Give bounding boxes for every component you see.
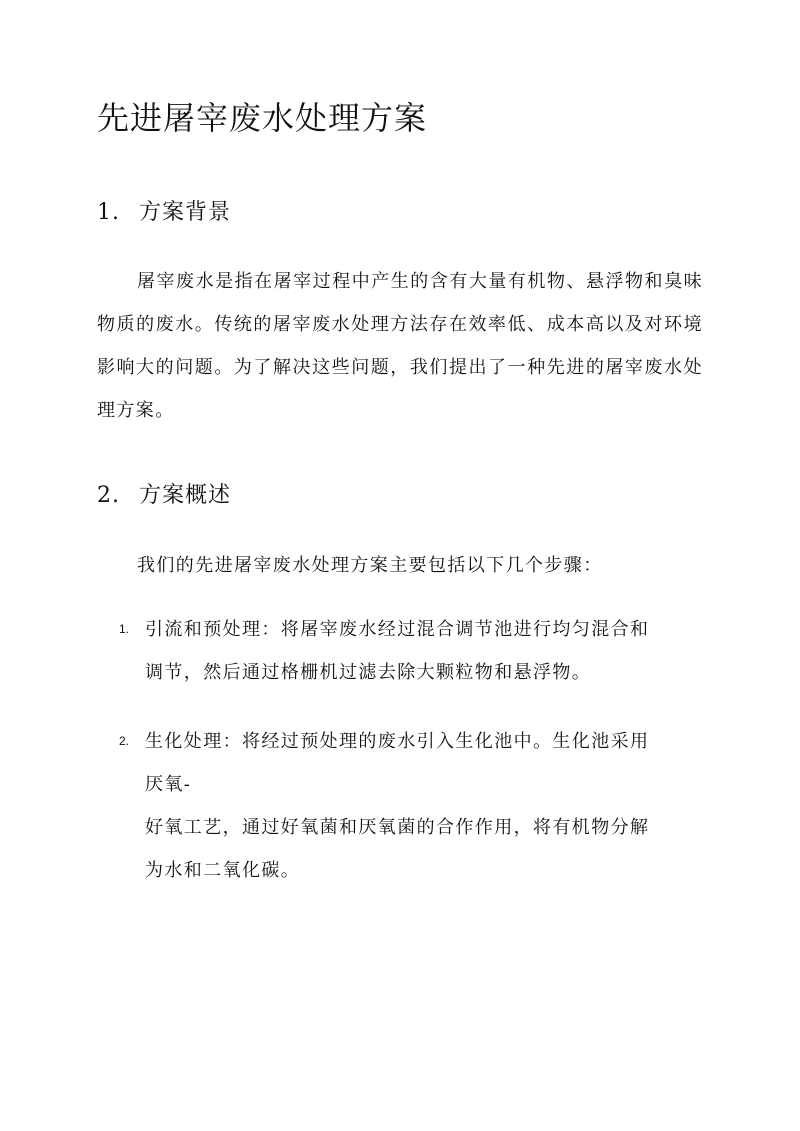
list-marker: 1. [119, 622, 130, 636]
list-item-text [145, 608, 691, 694]
background-paragraph: 屠宰废水是指在屠宰过程中产生的含有大量有机物、悬浮物和臭味物质的废水。传统的屠宰废水处理方法存在效率低、成本高以及对环境影响大的问题。为了解决这些问题，我们提出了一种先进的屠宰废水处理方案。 [97, 271, 703, 421]
section-title: 方案背景 [139, 200, 232, 225]
section-heading-overview [97, 480, 231, 512]
list-item-line: 生化处理：将经过预处理的废水引入生化池中。生化池采用 [145, 731, 650, 752]
list-item-line: 为水和二氧化碳。 [145, 860, 301, 881]
section-number: 2. [97, 483, 120, 508]
list-item-line: 厌氧- [145, 774, 192, 795]
section-title: 方案概述 [139, 483, 232, 508]
list-item-text [145, 720, 691, 892]
overview-intro: 我们的先进屠宰废水处理方案主要包括以下几个步骤： [137, 555, 603, 576]
list-item-line: 好氧工艺，通过好氧菌和厌氧菌的合作作用，将有机物分解 [145, 817, 650, 838]
document-title: 先进屠宰废水处理方案 [97, 99, 428, 137]
list-item-line: 调节，然后通过格栅机过滤去除大颗粒物和悬浮物。 [145, 662, 592, 683]
list-item-line: 引流和预处理：将屠宰废水经过混合调节池进行均匀混合和 [145, 619, 650, 640]
section-heading-background [97, 197, 231, 229]
list-marker: 2. [119, 734, 130, 748]
section-number: 1. [97, 200, 120, 225]
